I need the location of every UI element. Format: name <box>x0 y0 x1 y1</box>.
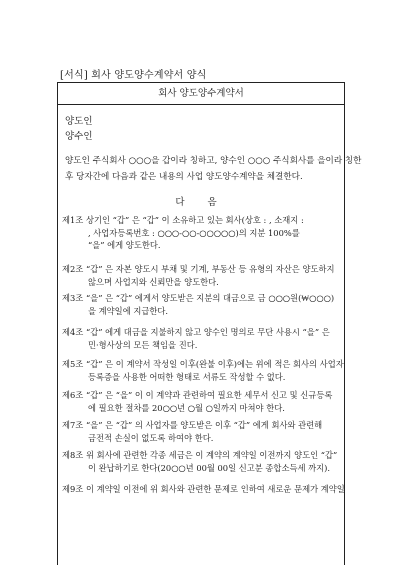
article-8 <box>62 449 342 474</box>
article-9 <box>62 483 345 496</box>
article-number: 제2조 <box>62 264 84 274</box>
transferee-label: 양수인 <box>65 131 93 142</box>
article-4 <box>62 326 342 351</box>
article-line: 등록증을 사용한 어떠한 형태로 서류도 작성할 수 없다. <box>88 371 286 382</box>
article-line: , 사업자등록번호 : ○○○-○○-○○○○○)의 지분 100%를 <box>88 227 300 238</box>
article-line: 상기인 “갑” 은 “갑” 이 소유하고 있는 회사(상호 : , 소재지 : <box>86 215 304 225</box>
article-line: “을” 은 “갑” 의 사업자를 양도받은 이후 “갑” 에게 회사와 관련해 <box>86 420 323 430</box>
article-2 <box>62 263 342 288</box>
section-heading: 다 음 <box>175 197 227 208</box>
article-line: 에 필요한 절차를 20○○년 ○월 ○일까지 마쳐야 한다. <box>88 402 285 413</box>
document-title: 회사 양도양수계약서 <box>58 83 344 105</box>
article-line: 이 완납하기로 한다(20○○년 00월 00일 신고분 종합소득세 까지). <box>88 462 331 473</box>
article-3 <box>62 292 342 317</box>
article-number: 제7조 <box>62 420 84 430</box>
article-5 <box>62 358 342 383</box>
article-line: “갑” 은 “을” 이 이 계약과 관련하여 필요한 세무서 신고 및 신규등록 <box>86 390 333 400</box>
article-line: 않으며 사업지와 신뢰만을 양도한다. <box>88 276 219 287</box>
intro-line: 후 당자간에 다음과 같은 내용의 사업 양도양수계약을 체결한다. <box>65 172 303 182</box>
article-line: 이 계약일 이전에 위 회사와 관련한 문제로 인하여 새로운 문제가 계약일 <box>86 484 345 494</box>
article-number: 제5조 <box>62 359 84 369</box>
article-number: 제3조 <box>62 293 84 303</box>
article-line: 을 계약일에 지급한다. <box>88 305 169 316</box>
article-line: “갑” 은 자본 양도시 부채 및 기계, 부동산 등 유형의 자산은 양도하지 <box>86 264 335 274</box>
article-number: 제9조 <box>62 484 84 494</box>
transferor-label: 양도인 <box>65 116 93 127</box>
article-number: 제6조 <box>62 390 84 400</box>
page-header: [서식] 회사 양도양수계약서 양식 <box>60 70 207 81</box>
contract-document <box>57 82 362 565</box>
article-number: 제1조 <box>62 215 84 225</box>
article-line: “을” 에게 양도한다. <box>88 240 161 250</box>
intro-paragraph <box>65 153 362 185</box>
article-line: “을” 은 “갑” 에게서 양도받은 지분의 대금으로 금 ○○○원(₩○○○) <box>86 293 335 303</box>
article-number: 제4조 <box>62 327 84 337</box>
article-line: 금전적 손실이 없도록 하여야 한다. <box>88 432 214 443</box>
intro-line: 양도인 주식회사 ○○○을 갑이라 칭하고, 양수인 ○○○ 주식회사를 을이라 칭한 <box>65 156 362 166</box>
article-number: 제8조 <box>62 450 84 460</box>
article-1 <box>62 214 342 252</box>
article-6 <box>62 389 342 414</box>
article-line: 민·형사상의 모든 책임을 진다. <box>88 339 198 350</box>
article-line: “갑” 은 이 계약서 작성일 이후(완불 이후)에는 위에 적은 회사의 사업자 <box>86 359 344 369</box>
article-line: 위 회사에 관련한 각종 세금은 이 계약의 계약일 이전까지 양도인 “갑” <box>86 450 338 460</box>
article-line: “갑” 에게 대금을 지불하지 않고 양수인 명의로 무단 사용시 “을” 은 <box>86 327 330 337</box>
article-7 <box>62 419 342 444</box>
